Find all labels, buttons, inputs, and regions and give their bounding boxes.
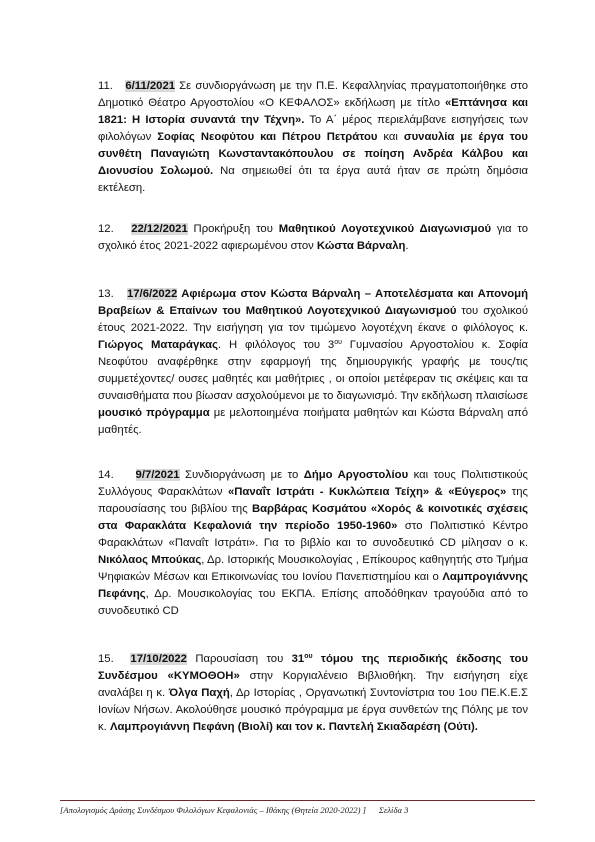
item-date: 6/11/2021	[125, 80, 176, 92]
item-number: 14.	[98, 469, 114, 481]
text-segment: και	[377, 131, 404, 143]
speaker-name: Νικόλαος Μπούκας	[98, 554, 202, 566]
text-segment: , Δρ. Ιστορικής Μουσικολογίας , Επίκουρος καθηγητής στο Τμήμα Ψηφιακών Μέσων και Επικοινωνίας του Ιονίου Πανεπιστημίου και ο	[98, 554, 529, 583]
item-11-paragraph	[98, 78, 528, 197]
music-program: μουσικό πρόγραμμα	[98, 407, 210, 419]
item-12-paragraph	[98, 221, 528, 255]
text-segment: .	[405, 240, 409, 252]
item-date: 17/10/2022	[130, 653, 187, 665]
text-segment: της παρουσίασης του βιβλίου της	[98, 486, 528, 515]
text-segment: Γυμνασίου Αργοστολίου κ. Σοφία Νεοφύτου αναφέρθηκε στην εφαρμογή της δημιουργικής γραφής με τους/τις συμμετέχοντες/ ουσες μαθητές και μαθήτριες , οι οποίοι μετέφεραν τις σκέψεις και τα συναισθήματα που βίωσαν ασχολούμενοι με το διαγωνισμό. Την εκδήλωση πλαισίωσε	[98, 339, 528, 402]
organizer-name: Δήμο Αργοστολίου	[303, 469, 409, 481]
event-title: Αφιέρωμα στον Κώστα Βάρναλη – Αποτελέσματα και Απονομή Βραβείων & Επαίνων του Μαθητικού Λογοτεχνικού Διαγωνισμού	[98, 288, 528, 317]
text-segment: στο Πολιτιστικό Κέντρο Φαρακλάτων «Παναΐτ Ιστράτι». Για το βιβλίο και το συνοδευτικό CD μίλησαν ο κ.	[98, 520, 528, 549]
text-segment: , Δρ Ιστορίας , Οργανωτική Συντονίστρια του 1ου ΠΕ.Κ.Ε.Σ Ιονίων Νήσων. Ακολούθησε μουσικό πρόγραμμα με έργα συνθετών της Πόλης με τον κ.	[98, 687, 528, 733]
publication-title: τόμου της περιοδικής έκδοσης του Συνδέσμου «ΚΥΜΟΘΟΗ»	[98, 653, 529, 682]
text-segment: Το Α΄ μέρος περιελάμβανε εισηγήσεις των φιλολόγων	[98, 114, 528, 143]
text-segment: Σε συνδιοργάνωση με την Π.Ε. Κεφαλληνίας πραγματοποιήθηκε στο Δημοτικό Θέατρο Αργοστολίου «Ο ΚΕΦΑΛΟΣ» εκδήλωση με τίτλο	[98, 80, 528, 109]
item-number: 15.	[98, 653, 114, 665]
item-date: 22/12/2021	[131, 223, 188, 235]
text-segment: στην Κοργιαλένειο Βιβλιοθήκη. Την εισήγηση είχε αναλάβει η κ.	[98, 670, 528, 699]
page-footer	[60, 800, 535, 815]
footer-text: [Απολογισμός Δράσης Συνδέσμου Φιλολόγων Κεφαλονιάς – Ιθάκης (Θητεία 2020-2022) ]	[60, 805, 366, 815]
item-14-paragraph	[98, 467, 528, 620]
item-15-paragraph	[98, 651, 528, 736]
item-date: 9/7/2021	[135, 469, 180, 481]
text-segment: Παρουσίαση του	[186, 653, 292, 665]
volume-number: 31	[291, 653, 305, 665]
text-segment: Συνδιοργάνωση με το	[179, 469, 304, 481]
ordinal-superscript: ου	[304, 653, 313, 660]
text-segment: Προκήρυξη του	[187, 223, 279, 235]
item-13-paragraph	[98, 286, 528, 439]
event-title: «Επτάνησα και 1821: Η Ιστορία συναντά την Τέχνη».	[98, 97, 528, 126]
text-segment: , Δρ. Μουσικολογίας του ΕΚΠΑ. Επίσης αποδόθηκαν τραγούδια από το συνοδευτικό CD	[98, 588, 528, 617]
text-segment: και τους Πολιτιστικούς Συλλόγους Φαρακλάτων	[98, 469, 528, 498]
text-segment: Να σημειωθεί ότι τα έργα αυτά ήταν σε πρώτη δημόσια εκτέλεση.	[98, 165, 528, 194]
item-number: 11.	[98, 80, 113, 92]
page-number: Σελίδα 3	[378, 805, 409, 815]
speaker-name: Γιώργος Ματαράγκας	[98, 339, 218, 351]
item-number: 12.	[98, 223, 114, 235]
text-segment: του σχολικού έτους 2021-2022. Την εισήγηση για τον τιμώμενο λογοτέχνη έκανε ο φιλόλογος κ.	[98, 305, 528, 334]
text-segment: . Η φιλόλογος του 3	[217, 339, 335, 351]
text-segment: με μελοποιημένα ποιήματα μαθητών και Κώστα Βάρναλη από μαθητές.	[98, 407, 528, 436]
ordinal-superscript: ου	[334, 339, 342, 346]
concert-description: συναυλία με έργα του συνθέτη Παναγιώτη Κωνσταντακόπουλου σε ποίηση Ανδρέα Κάλβου και Διονυσίου Σολωμού.	[98, 131, 528, 177]
musicians-names: Λαμπρογιάννη Πεφάνη (Βιολί) και τον κ. Παντελή Σκιαδαρέση (Ούτι).	[109, 721, 478, 733]
text-segment: για το σχολικό έτος 2021-2022 αφιερωμένου στον	[98, 223, 528, 252]
speakers: Σοφίας Νεοφύτου και Πέτρου Πετράτου	[157, 131, 378, 143]
honoree-name: Κώστα Βάρναλη	[316, 240, 406, 252]
associations-names: «Παναΐτ Ιστράτι - Κυκλώπεια Τείχη» & «Εύγερος»	[227, 486, 507, 498]
speaker-name: Λαμπρογιάννης Πεφάνης	[98, 571, 528, 600]
contest-name: Μαθητικού Λογοτεχνικού Διαγωνισμού	[278, 223, 492, 235]
item-number: 13.	[98, 288, 114, 300]
book-title: «Χορός & κοινοτικές σχέσεις στα Φαρακλάτα Κεφαλονιά την περίοδο 1950-1960»	[98, 503, 528, 532]
author-name: Βαρβάρας Κοσμάτου	[251, 503, 367, 515]
speaker-name: Όλγα Παχή	[168, 687, 230, 699]
item-date: 17/6/2022	[126, 288, 178, 300]
